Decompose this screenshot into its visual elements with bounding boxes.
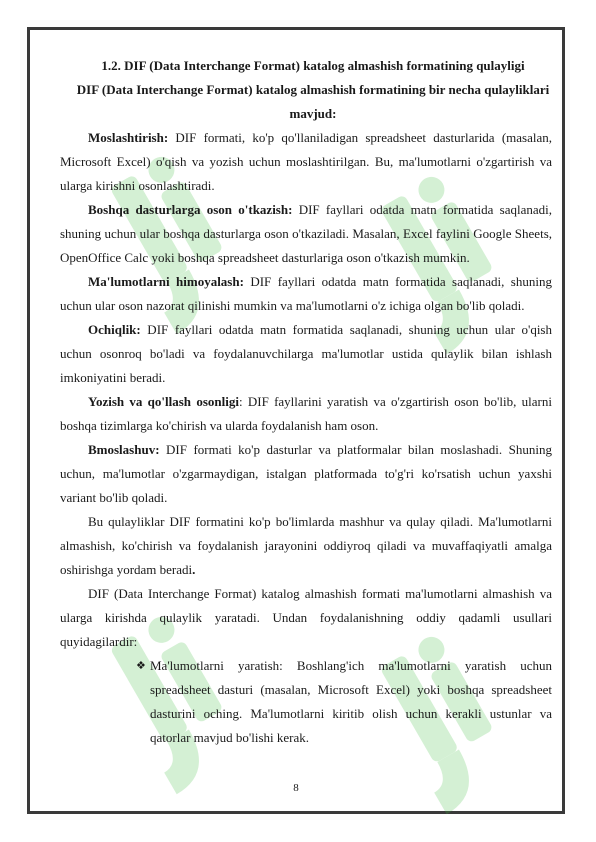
paragraph-text: : DIF fayllarini yaratish va o'zgartirish oson bo'lib, ularni boshqa tizimlarga ko'chirish va ularda foydalanish ham oson. — [60, 394, 552, 433]
paragraph-term: Bmoslashuv: — [88, 442, 160, 457]
diamond-bullet-icon: ❖ — [136, 659, 146, 672]
list-item-text: Ma'lumotlarni yaratish: Boshlang'ich ma'lumotlarni yaratish uchun spreadsheet dasturi (masalan, Microsoft Excel) yoki boshqa spreadsheet dasturini oching. Ma'lumotlarni kiritib olish uchun kerakli ustunlar va qatorlar mavjud bo'lishi kerak. — [150, 658, 552, 745]
page-number: 8 — [293, 782, 299, 794]
paragraph-term: Boshqa dasturlarga oson o'tkazish: — [88, 202, 293, 217]
paragraph — [60, 198, 552, 270]
paragraph-term: Ochiqlik: — [88, 322, 141, 337]
page-frame — [27, 27, 565, 814]
paragraph-text: DIF formati, ko'p qo'llaniladigan spreadsheet dasturlarida (masalan, Microsoft Excel) o'qish va yozish uchun moslashtirilgan. Bu, ma'lumotlarni o'zgartirish va ularga kirishni osonlashtiradi. — [60, 130, 552, 193]
paragraph-text: DIF fayllari odatda matn formatida saqlanadi, shuning uchun ular boshqa dasturlarga oson o'tkaziladi. Masalan, Excel faylini Google Sheets, OpenOffice Calc yoki boshqa spreadsheet dasturlariga oson o'tkazish mumkin. — [60, 202, 552, 265]
paragraph — [60, 126, 552, 198]
paragraph-term: Ma'lumotlarni himoyalash: — [88, 274, 244, 289]
summary-text: Bu qulayliklar DIF formatini ko'p bo'limlarda mashhur va qulay qiladi. Ma'lumotlarni almashish, ko'chirish va foydalanish jarayonini oddiyroq qiladi va muvaffaqiyatli amalga oshirishga yordam beradi — [60, 514, 552, 577]
paragraph-text: DIF fayllari odatda matn formatida saqlanadi, shuning uchun ular oson nazorat qilinishi mumkin va ma'lumotlarni o'z ichiga olgan bo'lib qoladi. — [60, 274, 552, 313]
paragraph — [60, 390, 552, 438]
paragraph — [60, 438, 552, 510]
intro-paragraph: DIF (Data Interchange Format) katalog almashish formati ma'lumotlarni almashish va ularga kirishda qulaylik yaratadi. Undan foydalanishning oddiy qadamli usullari quyidagilardir: — [60, 586, 552, 649]
paragraph-term: Yozish va qo'llash osonligi — [88, 394, 239, 409]
document-body — [60, 54, 552, 750]
paragraph — [60, 270, 552, 318]
section-subtitle: DIF (Data Interchange Format) katalog almashish formatining bir necha qulayliklari mavjud: — [76, 82, 550, 121]
summary-end: . — [192, 562, 196, 577]
section-title: 1.2. DIF (Data Interchange Format) katalog almashish formatining qulayligi — [101, 58, 525, 73]
paragraph-text: DIF formati ko'p dasturlar va platformalar bilan moslashadi. Shuning uchun, ma'lumotlar o'zgarmaydigan, istalgan platformada to'g'ri ko'rsatish uchun yaxshi variant bo'lib qoladi. — [60, 442, 552, 505]
summary-paragraph — [60, 510, 552, 582]
paragraph-text: DIF fayllari odatda matn formatida saqlanadi, shuning uchun ular o'qish uchun osonroq bo'ladi va foydalanuvchilarga ma'lumotlar ustida qulaylik bilan ishlash imkoniyatini beradi. — [60, 322, 552, 385]
paragraph — [60, 318, 552, 390]
paragraph-term: Moslashtirish: — [88, 130, 169, 145]
list-item — [122, 654, 552, 750]
bullet-list — [60, 654, 552, 750]
section-heading — [60, 54, 552, 126]
